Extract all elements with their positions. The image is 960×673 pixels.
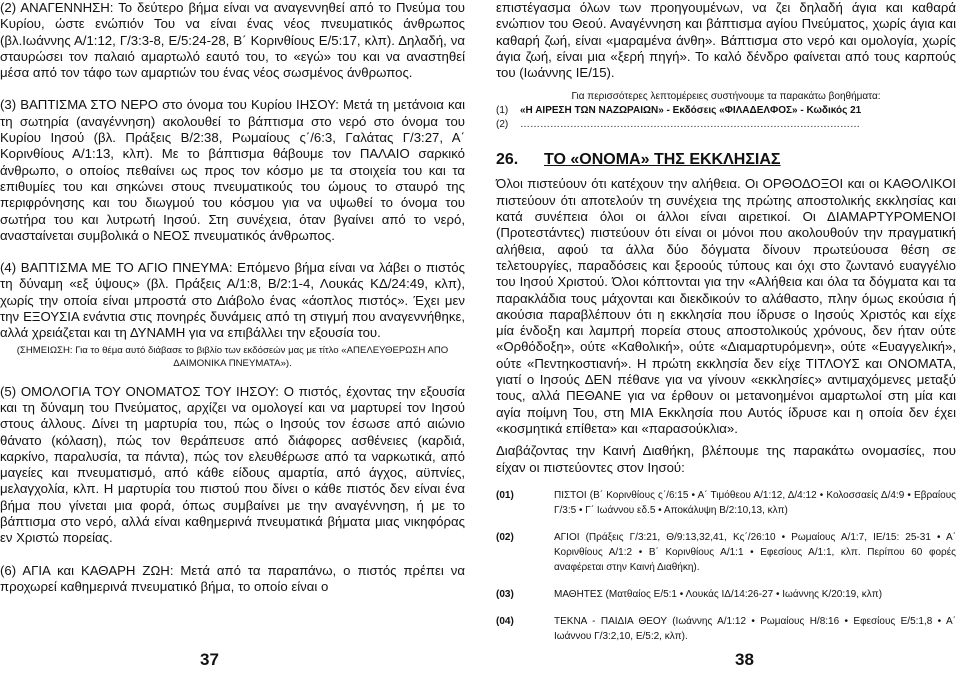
list-item-number: (04) [496,615,514,627]
note: (ΣΗΜΕΙΩΣΗ: Για το θέμα αυτό διάβασε το βιβλίο των εκδόσεών μας με τίτλο «ΑΠΕΛΕΥΘΕΡΩΣΗ ΑΠΟ ΔΑΙΜΟΝΙΚΑ ΠΝΕΥΜΑΤΑ»). [16,344,449,369]
list-item-number: (02) [496,531,514,543]
list-item [496,587,956,602]
paragraph-spirit-baptism: (4) ΒΑΠΤΙΣΜΑ ΜΕ ΤΟ ΑΓΙΟ ΠΝΕΥΜΑ: Επόμενο βήμα είναι να λάβει ο πιστός τη δύναμη «εξ ύψους» (βλ. Πράξεις Α/1:8, Β/2:1-4, Λουκάς ΚΔ/24:49, κλπ), χωρίς την οποία είναι μπροστά στο Διάβολο ένας «άοπλος πιστός». Έχει μεν την ΕΞΟΥΣΙΑ ενάντια στις πονηρές δυνάμεις από τη στιγμή που αναγεννήθηκε, αλλά χρειάζεται και τη ΔΥΝΑΜΗ για να επιβάλλει την εξουσία του. [0,260,465,341]
supplement-title: Για περισσότερες λεπτομέρειες συστήνουμε τα παρακάτω βοηθήματα: [571,91,881,103]
list-item [496,614,956,644]
section-heading [496,150,956,170]
list-item-text: ΠΙΣΤΟΙ (Β΄ Κορινθίους ς΄/6:15 • Α΄ Τιμόθεου Α/1:12, Δ/4:12 • Κολοσσαείς Δ/4:9 • Εβραίους Γ/3:5 • Γ΄ Ιωάννου εδ.5 • Αποκάλυψη Β/2:10,13, κλπ) [554,489,956,516]
left-page [0,0,465,595]
list-item-text: ΤΕΚΝΑ - ΠΑΙΔΙΑ ΘΕΟΥ (Ιωάννης Α/1:12 • Ρωμαίους Η/8:16 • Εφεσίους Ε/5:1,8 • Α΄ Ιωάννου Γ/3:2,10, Ε/5:2, κλπ). [554,615,956,642]
list-item [496,488,956,518]
list-item-number: (01) [496,489,514,501]
list-item-text: ΜΑΘΗΤΕΣ (Ματθαίος Ε/5:1 • Λουκάς ΙΔ/14:26-27 • Ιωάννης Κ/20:19, κλπ) [554,588,883,600]
supplement-item-number: (1) [496,105,509,117]
paragraph-regeneration: (2) ΑΝΑΓΕΝΝΗΣΗ: Το δεύτερο βήμα είναι να αναγεννηθεί από το Πνεύμα του Κυρίου, ώστε ενώπιόν Του να είναι ένας νέος πνευματικός άνθρωπος (βλ.Ιωάννης Α/1:12, Γ/3:3-8, Ε/5:24-28, Β΄ Κορινθίους Ε/5:17, κλπ). Δηλαδή, να σταυρώσει τον παλαιό αμαρτωλό εαυτό του, το «εγώ» του και να αναστηθεί μέσα από τον τάφο των αμαρτιών του ένας νέος σωσμένος άνθρωπος. [0,0,465,81]
paragraph-continued: επιστέγασμα όλων των προηγουμένων, να ζει δηλαδή άγια και καθαρά ενώπιον του Θεού. Αναγέννηση και βάπτισμα αγίου Πνεύματος, χωρίς άγια και καθαρή ζωή, είναι «μαραμένα άνθη». Βάπτισμα στο νερό και ομολογία, χωρίς άγια ζωή, είναι μια «ξερή πηγή». Το καλό δένδρο φαίνεται από τους καρπούς του (Ιωάννης ΙΕ/15). [496,0,956,81]
names-list [496,488,956,644]
supplement-item-text: «Η ΑΙΡΕΣΗ ΤΩΝ ΝΑΖΩΡΑΙΩΝ» - Εκδόσεις «ΦΙΛΑΔΕΛΦΟΣ» - Κωδικός 21 [520,105,862,117]
supplement-item [496,104,956,118]
list-item-text: ΑΓΙΟΙ (Πράξεις Γ/3:21, Θ/9:13,32,41, Κς΄/26:10 • Ρωμαίους Α/1:7, ΙΕ/15: 25-31 • Α΄ Κορινθίους Α/1:2 • Β΄ Κορινθίους Α/1:1 • Εφεσίους Α/1:1, κλπ. Περίπου 60 φορές αναφέρεται στην Καινή Διαθήκη). [554,531,956,573]
paragraph-body: Όλοι πιστεύουν ότι κατέχουν την αλήθεια. Οι ΟΡΘΟΔΟΞΟΙ και οι ΚΑΘΟΛΙΚΟΙ πιστεύουν ότι αποτελούν τη συνέχεια της πρώτης αποστολικής εκκλησίας και κατά συνέπεια όλοι οι άλλοι είναι αιρετικοί. Οι ΔΙΑΜΑΡΤΥΡΟΜΕΝΟΙ (Προτεστάντες) πιστεύουν ότι είναι οι μόνοι που ακολουθούν την πραγματική αλήθεια, αφού τα άλλα δύο δόγματα δίνουν πρωτεύουσα θέση σε τελετουργίες, παραδόσεις και ξεροούς τύπους και όχι στο ζωντανό ευαγγέλιο του Ιησού Χριστού. Όλοι κόπτονται για την «Αλήθεια και όλα τα δόγματα και τα παρακλάδια τους μάχονται και διεκδικούν το αλάθαστο, πλην όμως εκούσια ή ακούσια παραβλέπουν ότι η εκκλησία που ίδρυσε ο Ιησούς Χριστός και είχε μία ένδοξη και λαμπρή πορεία στους αποστολικούς χρόνους, δεν ήταν ούτε «Ορθόδοξη», ούτε «Καθολική», ούτε «Διαμαρτυρόμενη», ούτε «Ευαγγελική», ούτε «Πεντηκοστιανή». Η πρώτη εκκλησία δεν είχε ΤΙΤΛΟΥΣ και ΟΝΟΜΑΤΑ, γιατί ο Ιησούς ΔΕΝ πέθανε για να γίνουν «εκκλησίες» αντιμαχόμενες μεταξύ τους, αλλά ΠΕΘΑΝΕ για να έρθουν οι μετανοημένοι αμαρτωλοί στη μία και αγία ποίμνη Του, στη ΜΙΑ Εκκλησία που Αυτός ίδρυσε και η οποία δεν έχει «κοσμητικά επίθετα» και «παρασούκλια». [496,176,956,436]
supplement-item [496,118,956,132]
page-number-right: 38 [735,650,754,669]
supplement-item-number: (2) [496,119,509,131]
list-item [496,530,956,575]
section-title: ΤΟ «ΟΝΟΜΑ» ΤΗΣ ΕΚΚΛΗΣΙΑΣ [544,151,781,169]
paragraph-holy-life: (6) ΑΓΙΑ και ΚΑΘΑΡΗ ΖΩΗ: Μετά από τα παραπάνω, ο πιστός πρέπει να προχωρεί καθημερινά πνευματικό βήμα, το οποίο είναι ο [0,562,465,594]
page-number-left: 37 [200,650,219,669]
right-page [496,0,956,656]
list-item-number: (03) [496,588,514,600]
paragraph-water-baptism: (3) ΒΑΠΤΙΣΜΑ ΣΤΟ ΝΕΡΟ στο όνομα του Κυρίου ΙΗΣΟΥ: Μετά τη μετάνοια και τη σωτηρία (αναγέννηση) ακολουθεί το βάπτισμα στο νερό στο όνομα του Κυρίου Ιησού (βλ. Πράξεις Β/2:38, Ρωμαίους ς΄/6:3, Γαλάτας Γ/3:27, Α΄ Κορινθίους Α/1:13, κλπ). Με το βάπτισμα θάβουμε τον ΠΑΛΑΙΟ σαρκικό άνθρωπο, ο οποίος πεθαίνει ως προς τον κόσμο με τα στοιχεία του και τα επιθυμίες του και σηκώνει στους πνευματικούς του ώμους το σταυρό της περιφρόνησης και του διωγμού του κόσμου για να υψωθεί το όνομα του σωτήρα του και λυτρωτή Ιησού. Στη συνέχεια, όταν βγαίνει από το νερό, ανασταίνεται συμβολικά ο ΝΕΟΣ πνευματικός άνθρωπος. [0,97,465,243]
paragraph-body-2: Διαβάζοντας την Καινή Διαθήκη, βλέπουμε της παρακάτω ονομασίες, που είχαν οι πιστεύοντες στον Ιησού: [496,443,956,475]
section-number: 26. [496,151,519,169]
paragraph-confession: (5) ΟΜΟΛΟΓΙΑ ΤΟΥ ΟΝΟΜΑΤΟΣ ΤΟΥ ΙΗΣΟΥ: Ο πιστός, έχοντας την εξουσία και τη δύναμη του Πνεύματος, αρχίζει να ομολογεί και να μαρτυρεί τον Ιησού στους άλλους. Δίνει τη μαρτυρία του, πώς ο Ιησούς τον έσωσε από αιώνιο θάνατο (κόλαση), πώς τον θεράπευσε από διάφορες ασθένειες (καρδιά, καρκίνο, παραλυσία, τα πάντα), πώς τον ελευθέρωσε από τα ναρκωτικά, από μαγείες και πνευματισμό, από κάθε είδους αμαρτία, από άγχος, αϋπνίες, μελαγχολία, κλπ. Η μαρτυρία του πιστού που δίνει ο κάθε πιστός δεν είναι ένα βήμα που γίνεται μια φορά, όπως συμβαίνει με την αναγέννηση, ή με το βάπτισμα στο νερό, αλλά είναι καθημερινά πνευματικά βήματα μιας νικηφόρας εν Χριστώ πορείας. [0,383,465,546]
supplement-item-text: ………………………………………………………………………………………… [520,119,860,131]
